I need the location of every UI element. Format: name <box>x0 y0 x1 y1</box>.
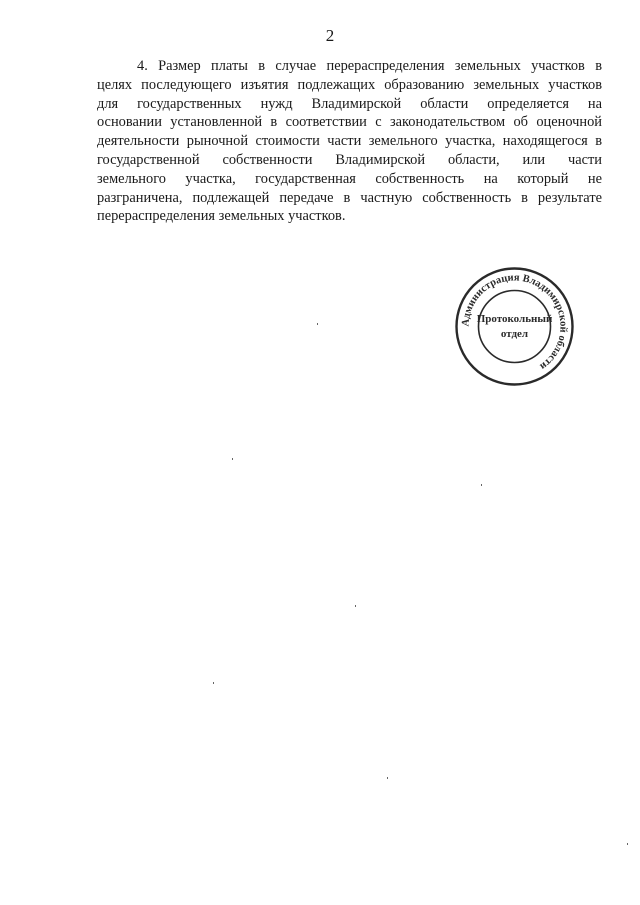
paragraph-line: перераспределения земельных участков. <box>97 208 346 225</box>
scan-speck <box>355 605 356 607</box>
scan-speck <box>387 777 388 779</box>
body-paragraph <box>97 57 602 226</box>
paragraph-line: основании установленной в соответствии с законодательством об оценочной <box>97 114 602 131</box>
official-stamp <box>452 264 577 389</box>
paragraph-line: для государственных нужд Владимирской области определяется на <box>97 95 602 112</box>
scan-speck <box>232 458 233 460</box>
scan-speck <box>481 484 482 486</box>
paragraph-line: целях последующего изъятия подлежащих образованию земельных участков <box>97 76 602 93</box>
stamp-center-line2: отдел <box>500 328 529 340</box>
paragraph-line: земельного участка, государственная собственность на который не <box>97 170 602 187</box>
paragraph-line: деятельности рыночной стоимости части земельного участка, находящегося в <box>97 133 602 150</box>
scan-speck <box>627 843 628 845</box>
paragraph-line: государственной собственности Владимирской области, или части <box>97 151 602 168</box>
stamp-ring-text: Администрация Владимирской области <box>460 272 569 372</box>
stamp-outer-ring <box>457 269 573 385</box>
scan-speck <box>317 323 318 325</box>
stamp-center-line1: Протокольный <box>476 313 553 325</box>
paragraph-line: разграничена, подлежащей передаче в частную собственность в результате <box>97 189 602 206</box>
scan-speck <box>213 682 214 684</box>
paragraph-line: 4. Размер платы в случае перераспределения земельных участков в <box>137 58 602 74</box>
page-number: 2 <box>325 26 335 45</box>
